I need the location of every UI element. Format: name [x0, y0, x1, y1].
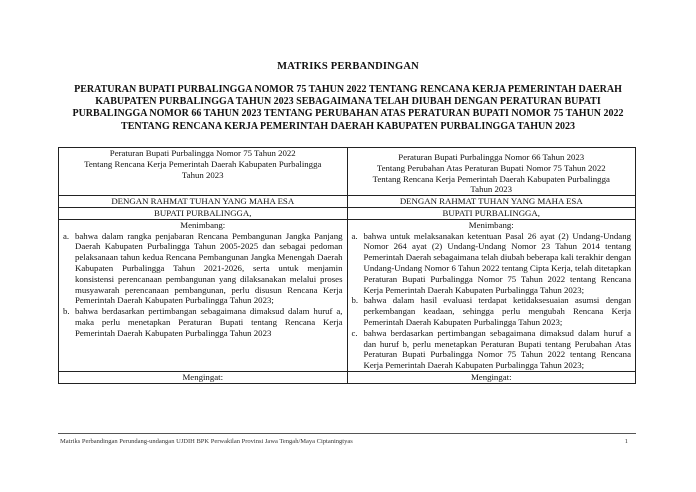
header-line: Tahun 2023: [181, 169, 224, 180]
right-column-header: [347, 148, 636, 196]
list-item: [352, 328, 632, 371]
footer-divider: [58, 433, 636, 434]
item-text: bahwa untuk melaksanakan ketentuan Pasal 26 ayat (2) Undang-Undang Nomor 264 ayat (2) Undang-Undang Nomor 23 Tahun 2014 tentang Pemerintah Daerah sebagaimana telah diubah beberapa kali terakhir dengan Undang-Undang Nomor 6 Tahun 2022 tentang Cipta Kerja, telah ditetapkan Peraturan Bupati Purbalingga Nomor 75 Tahun 2022 tentang Rencana Kerja Pemerintah Daerah Kabupaten Purbalingga Tahun 2023;: [363, 230, 631, 295]
item-letter: b.: [63, 306, 70, 317]
page-number: 1: [624, 438, 628, 445]
list-item: [352, 295, 632, 327]
item-text: bahwa berdasarkan pertimbangan sebagaimana dimaksud dalam huruf a dan huruf b, perlu menetapkan Peraturan Bupati tentang Perubahan Atas Peraturan Bupati Purbalingga Nomor 75 Tahun 2022 tentang Rencana Kerja Pemerintah Daerah Kabupaten Purbalingga Tahun 2023;: [363, 327, 631, 371]
heading-line: KABUPATEN PURBALINGGA TAHUN 2023 SEBAGAIMANA TELAH DIUBAH DENGAN PERATURAN BUPATI: [95, 96, 601, 108]
table-row-remembering: [59, 371, 636, 383]
header-line: Tentang Perubahan Atas Peraturan Bupati Nomor 75 Tahun 2022: [376, 162, 606, 173]
heading-line: PERATURAN BUPATI PURBALINGGA NOMOR 75 TAHUN 2022 TENTANG RENCANA KERJA PEMERINTAH DAERAH: [74, 84, 622, 95]
considering-label: Menimbang:: [180, 219, 226, 230]
right-grace: DENGAN RAHMAT TUHAN YANG MAHA ESA: [347, 196, 636, 208]
item-text: bahwa dalam rangka penjabaran Rencana Pembangunan Jangka Panjang Daerah Kabupaten Purbalingga Tahun 2005-2025 dan sebagai pedoman pelaksanaan tahun kedua Rencana Pembangunan Jangka Menengah Daerah Kabupaten Purbalingga Tahun 2021-2026, serta untuk menjamin konsistensi perencanaan pembangunan yang dilaksanakan melalui proses musyawarah perencanaan pembangunan, perlu disusun Rencana Kerja Pemerintah Daerah Kabupaten Purbalingga Tahun 2023;: [75, 230, 343, 306]
page-footer: [60, 438, 634, 445]
item-text: bahwa berdasarkan pertimbangan sebagaimana dimaksud dalam huruf a, maka perlu menetapkan Peraturan Bupati tentang Rencana Kerja Pemerintah Daerah Kabupaten Purbalingga Tahun 2023: [75, 306, 343, 338]
item-text: bahwa dalam hasil evaluasi terdapat ketidaksesuaian asumsi dengan perkembangan keadaan, sehingga perlu mengubah Rencana Kerja Pemerintah Daerah Kabupaten Purbalingga Tahun 2023;: [363, 295, 631, 327]
left-regent: BUPATI PURBALINGGA,: [59, 207, 348, 219]
list-item: [63, 231, 343, 307]
heading-line: TENTANG RENCANA KERJA PEMERINTAH DAERAH KABUPATEN PURBALINGGA TAHUN 2023: [121, 120, 575, 132]
comparison-table: [58, 147, 636, 384]
item-letter: a.: [63, 230, 70, 241]
left-column-header: [59, 148, 348, 196]
considering-label: Menimbang:: [468, 219, 514, 230]
heading-line: PURBALINGGA NOMOR 66 TAHUN 2023 TENTANG PERUBAHAN ATAS PERATURAN BUPATI NOMOR 75 TAHUN 2022: [72, 108, 624, 120]
header-line: Tentang Rencana Kerja Pemerintah Daerah Kabupaten Purbalingga: [372, 173, 610, 184]
list-item: [63, 306, 343, 338]
right-regent: BUPATI PURBALINGGA,: [347, 207, 636, 219]
table-row-regent: [59, 207, 636, 219]
header-line: Peraturan Bupati Purbalingga Nomor 75 Tahun 2022: [109, 148, 296, 158]
left-remembering: Mengingat:: [59, 371, 348, 383]
header-line: Peraturan Bupati Purbalingga Nomor 66 Tahun 2023: [398, 152, 585, 162]
footer-text: Matriks Perbandingan Perundang-undangan UJDIH BPK Perwakilan Provinsi Jawa Tengah/Maya Ciptaningtyas: [60, 438, 353, 445]
item-letter: c.: [351, 327, 358, 338]
left-grace: DENGAN RAHMAT TUHAN YANG MAHA ESA: [59, 196, 348, 208]
right-considering: [347, 219, 636, 371]
table-row-grace: [59, 196, 636, 208]
header-line: Tentang Rencana Kerja Pemerintah Daerah Kabupaten Purbalingga: [84, 158, 322, 169]
document-title: MATRIKS PERBANDINGAN: [277, 61, 419, 72]
regulation-heading: [60, 84, 636, 133]
right-remembering: Mengingat:: [347, 371, 636, 383]
item-letter: b.: [351, 295, 359, 306]
table-row-considering: [59, 219, 636, 371]
table-header-row: [59, 148, 636, 196]
header-line: Tahun 2023: [470, 184, 513, 195]
list-item: [352, 231, 632, 296]
item-letter: a.: [351, 230, 358, 241]
left-considering: [59, 219, 348, 371]
